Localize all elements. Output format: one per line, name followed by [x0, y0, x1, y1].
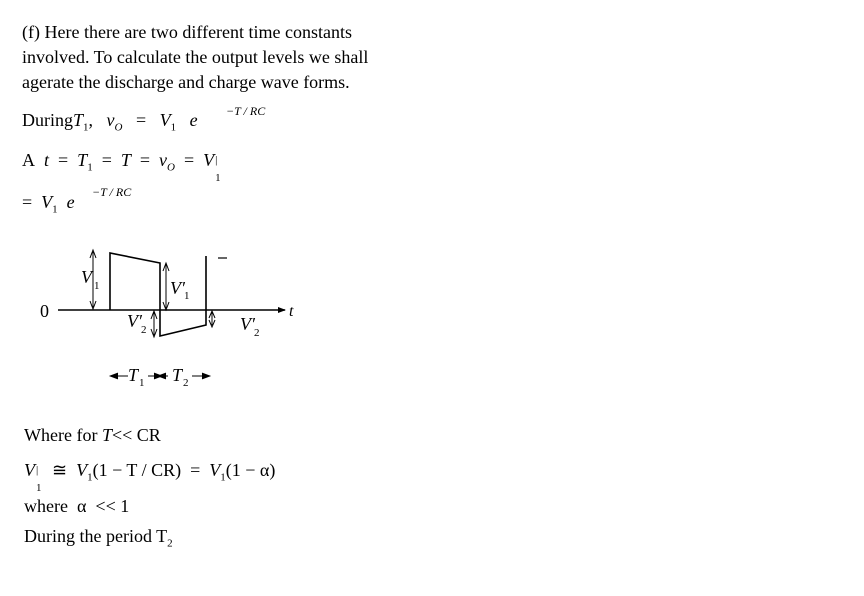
- eq1-comma: ,: [88, 110, 94, 130]
- eq2-eq-d: =: [183, 150, 195, 170]
- eq2-T2: T: [120, 150, 131, 170]
- eq4-V3-sub: 1: [220, 471, 226, 484]
- where-for-text: Where for: [24, 425, 98, 445]
- eq2-T: T: [77, 150, 88, 170]
- paragraph-line-2: involved. To calculate the output levels we shall: [22, 47, 369, 67]
- eq2-v-sub: O: [167, 161, 175, 174]
- eq1-V: V: [159, 110, 171, 130]
- where-for-T: T: [101, 425, 112, 445]
- where-alpha-rest: << 1: [95, 496, 130, 516]
- eq1-v-sub: O: [114, 121, 123, 134]
- eq2-V: V: [203, 150, 215, 170]
- eq4-V2-sub: 1: [87, 471, 93, 484]
- paragraph-line-1: (f) Here there are two different time constants: [22, 22, 353, 42]
- eq2-A: A: [22, 150, 35, 170]
- during-period-line: [24, 526, 173, 550]
- eq1-V-sub: 1: [170, 121, 177, 134]
- diagram-v1-prime-sub: 1: [184, 290, 190, 302]
- eq4-paren2: (1 − α): [225, 460, 276, 480]
- diagram-t-label: t: [289, 303, 294, 320]
- paragraph-line-3: agerate the discharge and charge wave forms.: [22, 72, 350, 92]
- diagram-v1-prime-label: V′: [170, 278, 185, 298]
- diagram-v2-sub: 2: [141, 324, 147, 336]
- eq4-V2: V: [76, 460, 88, 480]
- eq4-paren: (1 − T / CR): [92, 460, 182, 480]
- eq3-exponent: −T / RC: [92, 185, 132, 199]
- eq4-approx: ≅: [52, 460, 68, 480]
- diagram-zero-label: 0: [40, 301, 49, 321]
- eq3-V-sub: 1: [52, 203, 58, 216]
- eq2-eq-c: =: [139, 150, 151, 170]
- eq4-V: V: [24, 460, 35, 480]
- eq4-V3: V: [209, 460, 221, 480]
- eq1-T: T: [73, 110, 84, 130]
- during-period-text: During the period T: [24, 526, 168, 546]
- equation-at-t: A $t = T_1 = T = v_O = V$ | 1: [22, 150, 221, 184]
- diagram-v2-prime-sub: 2: [254, 327, 260, 339]
- where-alpha-text: where: [24, 496, 68, 516]
- diagram-v2-label: V′: [127, 311, 142, 331]
- eq4-equals: =: [190, 460, 201, 480]
- eq2-v: v: [159, 150, 168, 170]
- diagram-v1-sub: 1: [94, 280, 100, 292]
- during-period-sub: 2: [167, 537, 173, 550]
- eq2-eq-a: =: [58, 150, 69, 170]
- eq3-equals: =: [22, 192, 33, 212]
- t1-arrow-head-left: [110, 373, 118, 379]
- eq3-V: V: [41, 192, 53, 212]
- waveform-trace: [110, 253, 206, 336]
- eq2-T-sub: 1: [87, 161, 93, 174]
- diagram-t2-label: T: [172, 365, 183, 385]
- eq3-e: e: [66, 192, 75, 212]
- where-alpha-line: [24, 496, 129, 516]
- diagram-t1-label: T: [128, 365, 139, 385]
- diagram-v2-prime-label: V′: [240, 314, 255, 334]
- equation-approx: V | 1 ≅ $V_1(1 - T / CR) = V_1(1 - \alpha)$: [24, 460, 276, 494]
- eq2-eq-b: =: [101, 150, 112, 170]
- t2-arrow-head-left: [158, 373, 166, 379]
- where-for-line: [24, 425, 161, 445]
- diagram-t2-sub: 2: [183, 377, 189, 389]
- eq1-exponent: −T / RC: [226, 104, 266, 118]
- diagram-t1-sub: 1: [139, 377, 145, 389]
- eq1-T-sub: 1: [83, 121, 89, 134]
- eq1-v: v: [106, 110, 115, 130]
- eq1-e: e: [189, 110, 198, 130]
- eq1-lead: During: [22, 110, 73, 130]
- where-for-rest: << CR: [111, 425, 161, 445]
- diagram-v1-label: V: [81, 267, 92, 287]
- where-alpha-symbol: α: [76, 496, 87, 516]
- eq2-t: t: [44, 150, 50, 170]
- eq1-equals: =: [135, 110, 147, 130]
- t2-arrow-head-right: [202, 373, 210, 379]
